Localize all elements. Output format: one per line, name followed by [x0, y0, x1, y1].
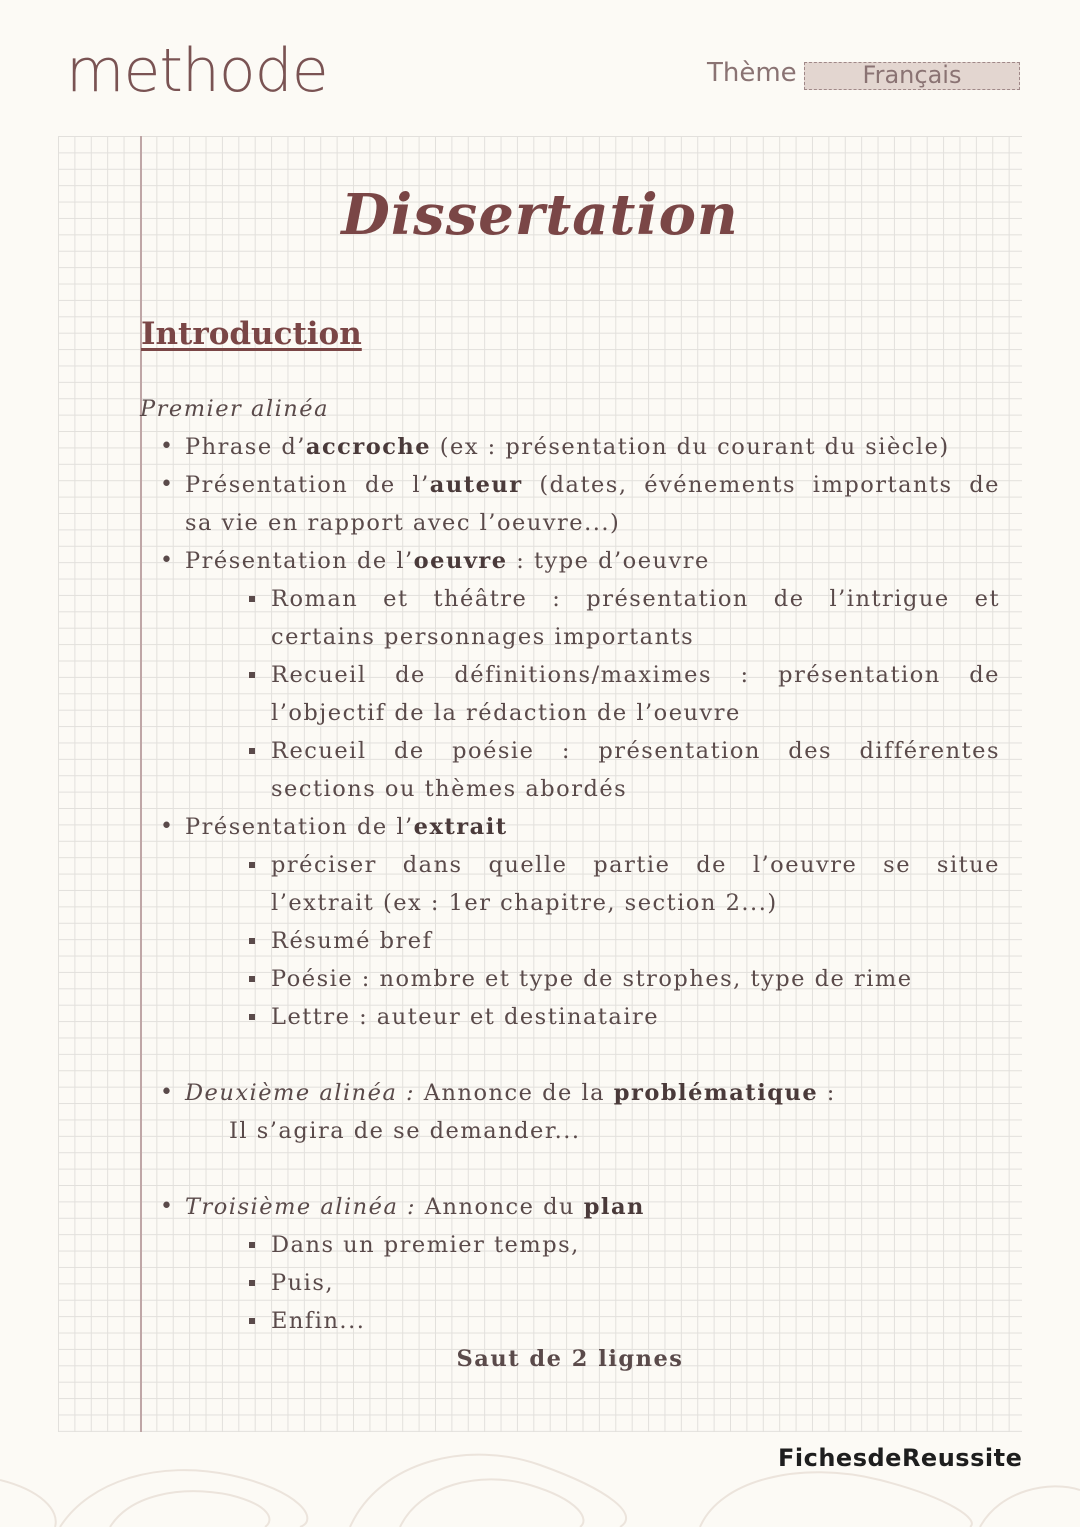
list-item: • Phrase d’accroche (ex : présentation du courant du siècle) [140, 428, 1000, 466]
premier-alinea-list [140, 428, 1000, 580]
topographic-decoration [0, 1420, 1080, 1527]
oeuvre-sublist [140, 580, 1000, 808]
sub-list-item: Lettre : auteur et destinataire [140, 998, 1000, 1036]
page-title: Dissertation [341, 182, 739, 248]
list-item-continuation: sa vie en rapport avec l’oeuvre...) [185, 510, 621, 536]
category-title: methode [66, 36, 328, 106]
sub-list-item: Enfin... [140, 1302, 1000, 1340]
sub-list-item: Dans un premier temps, [140, 1226, 1000, 1264]
troisieme-alinea [140, 1188, 1000, 1226]
list-item [140, 466, 1000, 542]
plan-sublist [140, 1226, 1000, 1340]
sub-list-item: Résumé bref [140, 922, 1000, 960]
theme-label: Thème [707, 58, 797, 88]
list-item: • Présentation de l’oeuvre : type d’oeuvre [140, 542, 1000, 580]
sub-list-item: Puis, [140, 1264, 1000, 1302]
premier-alinea-heading: Premier alinéa [140, 396, 329, 422]
extrait-list [140, 808, 1000, 846]
brand-logo: FichesdeReussite [778, 1444, 1023, 1472]
list-item: • Deuxième alinéa : Annonce de la problématique : [140, 1074, 1000, 1112]
problematique-line: Il s’agira de se demander... [229, 1118, 581, 1144]
content-body [140, 390, 1000, 1340]
theme-value: Français [804, 62, 1020, 90]
list-item: • Troisième alinéa : Annonce du plan [140, 1188, 1000, 1226]
sub-list-item: Roman et théâtre : présentation de l’intrigue et certains personnages importants [140, 580, 1000, 656]
sub-list-item: Poésie : nombre et type de strophes, type de rime [140, 960, 1000, 998]
footer-note: Saut de 2 lignes [456, 1346, 684, 1372]
list-item-line: • Présentation de l’auteur (dates, événements importants de [185, 472, 1000, 498]
sub-list-item: Recueil de poésie : présentation des différentes sections ou thèmes abordés [140, 732, 1000, 808]
section-heading: Introduction [141, 316, 362, 352]
sub-list-item: Recueil de définitions/maximes : présentation de l’objectif de la rédaction de l’oeuvre [140, 656, 1000, 732]
extrait-sublist [140, 846, 1000, 1036]
deuxieme-alinea [140, 1074, 1000, 1112]
list-item: • Présentation de l’extrait [140, 808, 1000, 846]
sub-list-item: préciser dans quelle partie de l’oeuvre se situe l’extrait (ex : 1er chapitre, section 2...) [140, 846, 1000, 922]
